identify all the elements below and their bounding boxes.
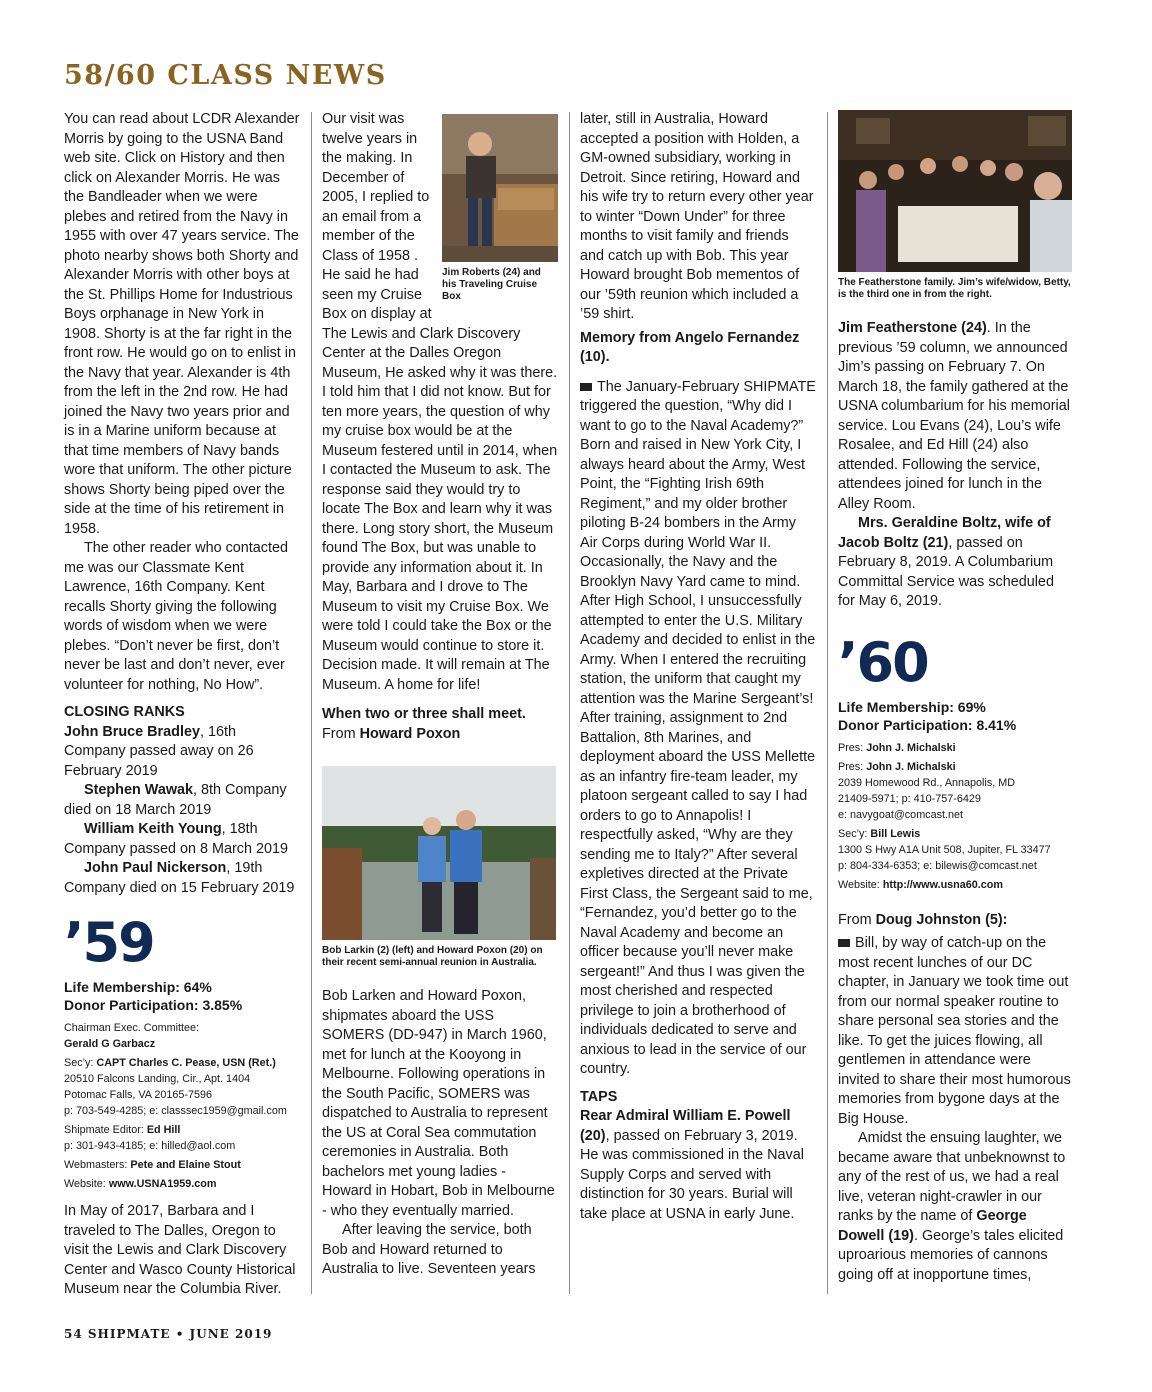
obituary-entry: William Keith Young, 18th Company passed on 8 March 2019 [64, 821, 288, 857]
paragraph: The other reader who contacted me was our Classmate Kent Lawrence, 16th Company. Kent recalls Shorty giving the following words of wisdom when we were plebes. “Don’t never be first, don’t never be last and don’t never, ever volunteer for nothing, No How”. [64, 540, 288, 693]
featherstone-family-photo [838, 110, 1072, 272]
envelope-icon [838, 939, 850, 947]
page-footer: 54 SHIPMATE • JUNE 2019 [64, 1327, 273, 1341]
paragraph: Bob Larken and Howard Poxon, shipmates aboard the USS SOMERS (DD-947) in March 1960, met for lunch at the Kooyong in Melbourne. Following operations in the South Pacific, SOMERS was dispatched to Australia to represent the US at Coral Sea commutation ceremonies in Australia. Both bachelors met young ladies - Howard in Hobart, Bob in Melbourne - who they eventually married. [322, 988, 555, 1219]
paragraph: Amidst the ensuing laughter, we became aware that unbeknownst to any of the rest of us, we had a real live, veteran night-crawler in our ranks by the name of George Dowell (19). George’s tales elicited uproarious memories of cannons going off at inopportune times, [838, 1130, 1066, 1283]
paragraph: Mrs. Geraldine Boltz, wife of Jacob Boltz (21), passed on February 8, 2019. A Columbarium Committal Service was scheduled for May 6, 2019. [838, 515, 1054, 609]
column-divider [569, 112, 570, 1294]
column-3 [580, 110, 816, 1224]
byline: From Howard Poxon [322, 725, 461, 742]
closing-ranks-heading: CLOSING RANKS [64, 704, 185, 720]
class-year-60: ’60 [838, 630, 928, 694]
byline: From Doug Johnston (5): [838, 911, 1008, 928]
obituary-entry: Stephen Wawak, 8th Company died on 18 March 2019 [64, 782, 287, 818]
life-membership: Life Membership: 69% [838, 698, 986, 715]
column-1 [64, 110, 300, 1300]
donor-participation: Donor Participation: 3.85% [64, 997, 243, 1013]
cruise-box-photo [442, 114, 558, 262]
class-years: 58/60 [64, 60, 157, 91]
obituary-entry: John Paul Nickerson, 19th Company died on 15 February 2019 [64, 860, 295, 896]
cruise-box-photo-block [442, 114, 558, 303]
paragraph: The January-February SHIPMATE triggered the question, “Why did I want to go to the Naval Academy?” Born and raised in New York City, I always heard about the Army, West Point, the “Fighting Irish 69th Regiment,” and my older brother piloting B-24 bombers in the Army Air Corps during World War II. Occasionally, the Navy and the Brooklyn Navy Yard came to mind. After High School, I unsuccessfully attempted to enter the U.S. Military Academy and decided to enlist in the Army. When I entered the recruiting station, the uniform that caught my attention was the Marine Sergeant’s! After training, assignment to 2nd Battalion, 8th Marines, and deployment aboard the USS Mellette as an infantry fire-team leader, my platoon sergeant called to say I had orders to go to Annapolis! I respectfully asked, “Why are they sending me to Italy?” After several expletives directed at the Private First Class, the Sergeant said to me, “Fernandez, you’d better go to the Naval Academy and become an officer because you’ll never make sergeant!” And thus I was given the most cherished and respected privilege to join a brotherhood of individuals dedicated to serve and anxious to lead in the service of our country. [580, 378, 816, 1077]
paragraph: Bill, by way of catch-up on the most recent lunches of our DC chapter, in January we took time out from our normal speaker routine to share personal sea stories and the like. To get the juices flowing, all gentlemen in attendance were invited to share their most humorous memories from bygone days at the Big House. [838, 935, 1071, 1127]
subheading: Memory from Angelo Fernandez (10). [580, 329, 800, 365]
reunion-photo [322, 766, 556, 940]
column-2 [322, 110, 558, 1280]
photo-caption: The Featherstone family. Jim’s wife/widow, Betty, is the third one in from the right. [838, 277, 1071, 300]
paragraph: Jim Featherstone (24). In the previous ’59 column, we announced Jim’s passing on February 7. On March 18, the family gathered at the USNA columbarium for his memorial service. Lou Evans (24), Lou’s wife Rosalee, and Ed Hill (24) also attended. Following the service, attendees joined for lunch in the Alley Room. [838, 320, 1070, 512]
photo-caption: Bob Larkin (2) (left) and Howard Poxon (20) on their recent semi-annual reunion in Australia. [322, 945, 543, 968]
class-officers: Chairman Exec. Committee: Gerald G Garbacz Sec’y: CAPT Charles C. Pease, USN (Ret.) 20510 Falcons Landing, Cir., Apt. 1404 Potomac Falls, VA 20165-7596 p: 703-549-4285; e: classsec1959@gmail.com Shipmate Editor: Ed Hill p: 301-943-4185; e: hilled@aol.com Webmasters: Pete and Elaine Stout Website: www.USNA1959.com [64, 1022, 287, 1190]
obituary-entry: John Bruce Bradley, 16th Company passed away on 26 February 2019 [64, 723, 254, 779]
paragraph: Our visit was twelve years in the making. In December of 2005, I replied to an email from a member of the Class of 1958 . He said he had seen my Cruise Box on display at The Lewis and Clark Discovery Center at the Dalles Oregon Museum, He asked why it was there. I told him that I did not know. But for ten more years, the question of why my cruise box would be at the Museum festered until in 2014, when I contacted the Museum to ask. The response said they would try to locate The Box and learn why it was there. Long story short, the Museum found The Box, but was unable to provide any information about it. In May, Barbara and I drove to The Museum to visit my Cruise Box. We were told I could take the Box or the Museum would continue to store it. Decision made. It will remain at The Museum. A home for life! [322, 111, 558, 693]
obituary-entry: Rear Admiral William E. Powell (20), passed on February 3, 2019. He was commissioned in the Naval Supply Corps and served with distinction for 30 years. Burial will take place at USNA in early June. [580, 1108, 804, 1222]
section-header [64, 60, 387, 91]
paragraph: later, still in Australia, Howard accepted a position with Holden, a GM-owned subsidiary, working in Detroit. Since retiring, Howard and his wife try to return every other year to winter “Down Under” for three months to visit family and friends and catch up with Bob. This year Howard brought Bob mementos of our ’59th reunion which included a ’59 shirt. [580, 111, 814, 322]
taps-heading: TAPS [580, 1088, 618, 1105]
donor-participation: Donor Participation: 8.41% [838, 716, 1017, 733]
photo-caption: Jim Roberts (24) and his Traveling Cruise Box [442, 267, 541, 302]
subheading: When two or three shall meet. [322, 706, 526, 722]
paragraph: In May of 2017, Barbara and I traveled to The Dalles, Oregon to visit the Lewis and Clark Discovery Center and Wasco County Historical Museum near the Columbia River. [64, 1203, 296, 1297]
column-4 [838, 110, 1074, 1285]
column-divider [311, 112, 312, 1294]
life-membership: Life Membership: 64% [64, 979, 212, 995]
section-title: CLASS NEWS [167, 60, 387, 91]
class-officers: Pres: John J. Michalski Pres: John J. Michalski 2039 Homewood Rd., Annapolis, MD 21409-5971; p: 410-757-6429 e: navygoat@comcast.net Sec’y: Bill Lewis 1300 S Hwy A1A Unit 508, Jupiter, FL 33477 p: 804-334-6353; e: bilewis@comcast.net Website: http://www.usna60.com [838, 741, 1051, 891]
website-link[interactable]: www.USNA1959.com [108, 1178, 217, 1190]
envelope-icon [580, 383, 592, 391]
paragraph: You can read about LCDR Alexander Morris by going to the USNA Band web site. Click on History and then click on Alexander Morris. He was the Bandleader when we were plebes and retired from the Navy in 1955 with over 47 years service. The photo nearby shows both Shorty and Alexander Morris with other boys at the St. Phillips Home for Industrious Boys orphanage in New York in 1908. Shorty is at the far right in the front row. He would go on to enlist in the Navy that year. Alexander is 4th from the left in the 2nd row. He had joined the Navy two years prior and is in a Marine uniform because at that time members of Navy bands wore that uniform. The other picture shows Shorty being piped over the side at the time of his retirement in 1958. [64, 111, 300, 537]
paragraph: After leaving the service, both Bob and Howard returned to Australia to live. Seventeen years [322, 1222, 536, 1277]
class-year-59: ’59 [64, 911, 154, 974]
website-link[interactable]: http://www.usna60.com [882, 878, 1003, 891]
column-divider [827, 112, 828, 1294]
